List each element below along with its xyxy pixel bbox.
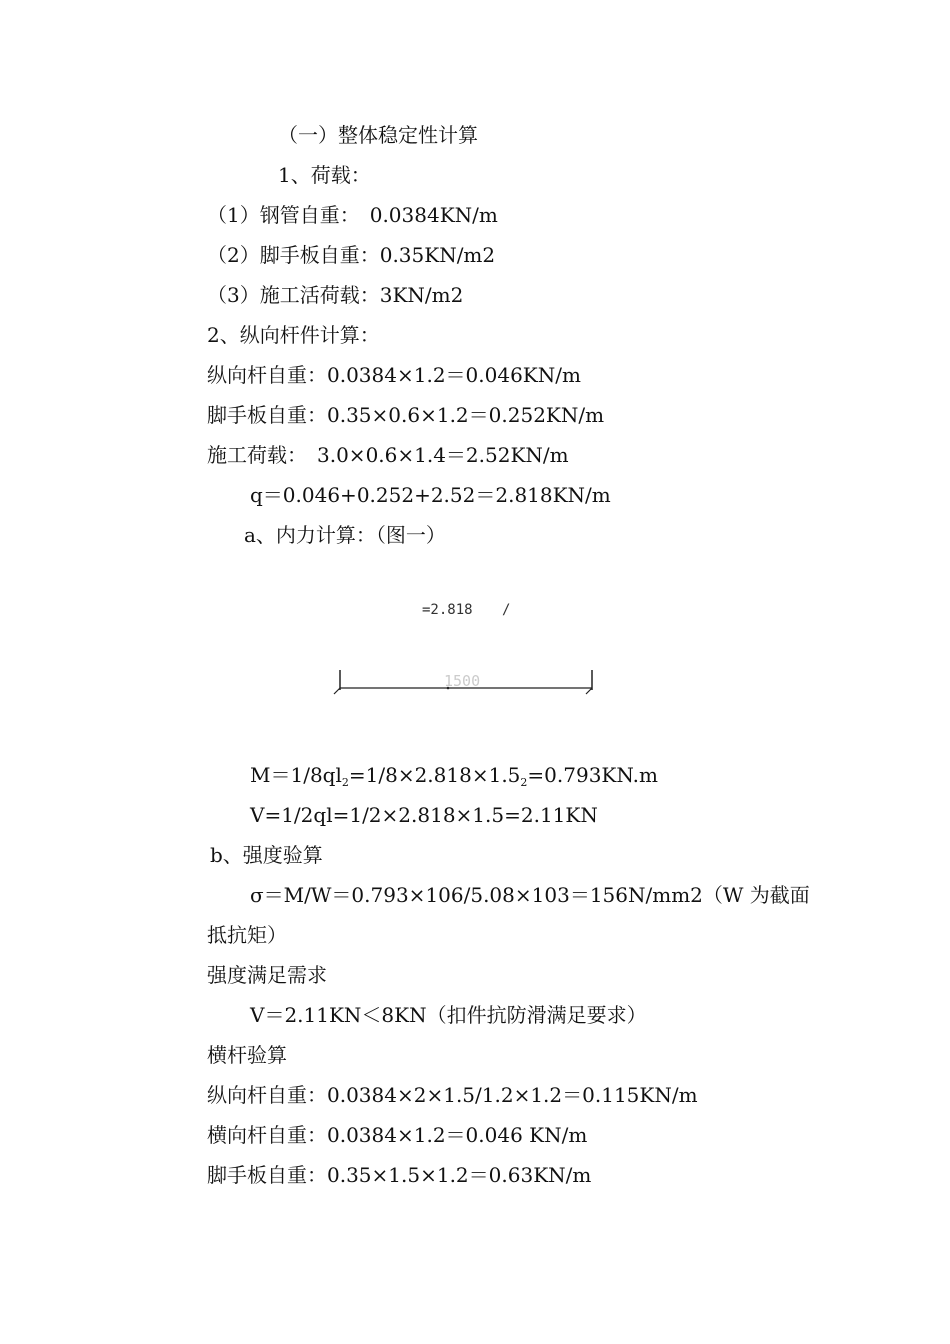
figure-span-label: 1500 [444,672,481,690]
longitudinal-rod-weight: 纵向杆自重：0.0384×1.2＝0.046KN/m [207,363,581,387]
longitudinal-board-weight: 脚手板自重：0.35×0.6×1.2＝0.252KN/m [207,403,605,427]
internal-force-heading: a、内力计算：（图一） [244,523,446,547]
transverse-item-transverse-rod: 横向杆自重：0.0384×1.2＝0.046 KN/m [207,1123,588,1147]
load-item-live-load: （3）施工活荷载：3KN/m2 [207,283,464,307]
left-tick [334,688,340,694]
figure-load-label: =2.818 [422,602,473,618]
strength-heading: b、强度验算 [210,843,323,867]
shear-formula: V=1/2ql=1/2×2.818×1.5=2.11KN [250,803,598,827]
moment-formula [250,762,658,792]
moment-part2: =1/8×2.818×1.5 [348,763,521,787]
loads-heading: 1、荷载： [278,163,371,187]
fastener-check: V＝2.11KN＜8KN（扣件抗防滑满足要求） [250,1003,647,1027]
transverse-heading: 横杆验算 [207,1043,287,1067]
longitudinal-construction-load: 施工荷载： 3.0×0.6×1.4＝2.52KN/m [207,443,569,467]
moment-part1: M＝1/8ql [250,763,342,787]
figure-slash: / [502,602,511,618]
moment-sup2: 2 [520,776,528,789]
moment-sup1: 2 [341,776,349,789]
load-item-scaffold-board: （2）脚手板自重：0.35KN/m2 [207,243,496,267]
strength-ok: 强度满足需求 [207,963,327,987]
transverse-item-board: 脚手板自重：0.35×1.5×1.2＝0.63KN/m [207,1163,592,1187]
right-tick [586,688,592,694]
sigma-line-2: 抵抗矩） [207,923,287,947]
transverse-item-longitudinal-rod: 纵向杆自重：0.0384×2×1.5/1.2×1.2＝0.115KN/m [207,1083,698,1107]
sigma-line-1: σ＝M/W＝0.793×106/5.08×103＝156N/mm2（W 为截面 [250,883,810,907]
moment-part3: =0.793KN.m [527,763,658,787]
longitudinal-heading: 2、纵向杆件计算： [207,323,380,347]
q-total: q＝0.046+0.252+2.52＝2.818KN/m [250,483,611,507]
section-title: （一）整体稳定性计算 [278,123,478,147]
load-item-steel-pipe: （1）钢管自重： 0.0384KN/m [207,203,498,227]
